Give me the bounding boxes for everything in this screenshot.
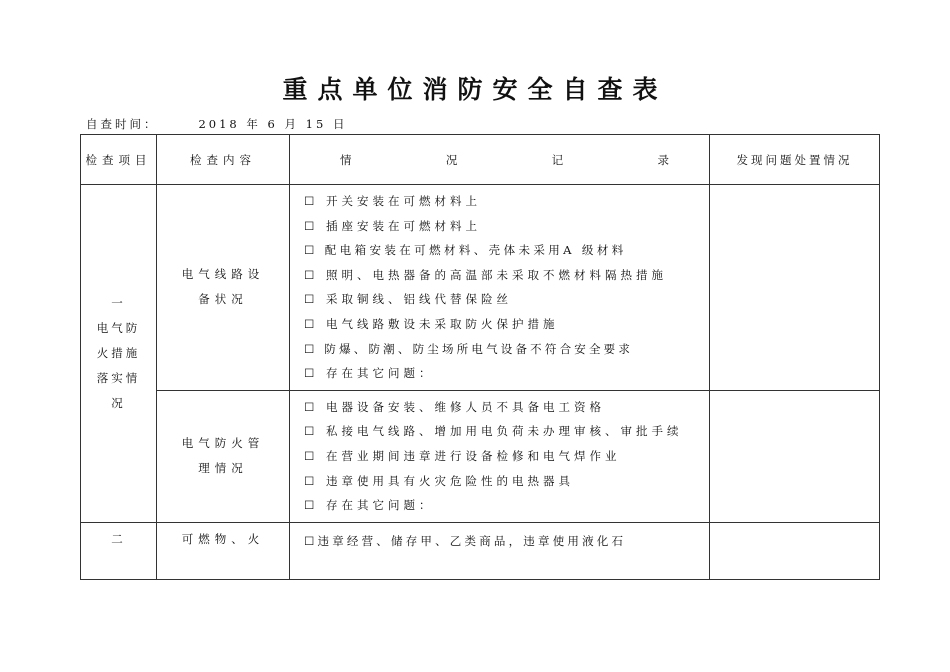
date-month-unit: 月 [284,117,300,131]
record-char: 录 [657,152,669,167]
section1-name-line: 况 [111,395,126,410]
subitem-line: 电气防火管 [181,436,265,451]
handling-cell-1[interactable] [710,185,880,391]
checklist-item[interactable]: ☐ 违章使用具有火灾危险性的电热器具 [304,473,574,488]
subitem-line: 电气线路设 [181,267,265,282]
header-item-text: 检查项目 [85,152,152,167]
header-handling: 发现问题处置情况 [710,135,880,185]
checklist-item[interactable]: ☐ 存在其它问题： [304,366,435,381]
checklist-item[interactable]: ☐ 私接电气线路、增加用电负荷未办理审核、审批手续 [304,424,683,439]
handling-cell-3[interactable] [710,522,880,579]
section2-row [81,522,880,579]
record-list-2 [290,390,710,522]
record-char: 情 [340,152,352,167]
section1-row-a [81,185,880,391]
section1-category [81,185,157,523]
record-list-3 [290,522,710,579]
header-item [81,135,157,185]
section1-name-line: 电气防 [96,320,141,335]
date-label: 自查时间： [86,117,159,131]
section1-name-line: 火措施 [96,345,141,360]
header-row [81,135,880,185]
record-char: 记 [551,152,564,167]
checklist-item[interactable]: ☐违章经营、储存甲、乙类商品，违章使用液化石 [304,533,627,548]
record-char: 况 [445,152,458,167]
header-record [290,135,710,185]
subitem-line: 备状况 [198,292,248,307]
checklist-item[interactable]: ☐ 配电箱安装在可燃材料、壳体未采用A 级材料 [304,243,627,258]
checklist-item[interactable]: ☐ 防爆、防潮、防尘场所电气设备不符合安全要求 [304,341,634,356]
header-content: 检查内容 [157,135,290,185]
date-year: 2018 [198,117,240,131]
handling-cell-2[interactable] [710,390,880,522]
section1-row-b [81,390,880,522]
checklist-item[interactable]: ☐ 电气线路敷设未采取防火保护措施 [304,316,559,331]
checklist-item[interactable]: ☐ 采取铜线、铝线代替保险丝 [304,292,512,307]
section1-number: 一 [111,295,126,310]
checklist-item[interactable]: ☐ 开关安装在可燃材料上 [304,194,481,208]
checklist-item[interactable]: ☐ 电器设备安装、维修人员不具备电工资格 [304,399,605,414]
subitem-fire-management [157,390,290,522]
date-year-unit: 年 [246,117,261,131]
checklist-item[interactable]: ☐ 照明、电热器备的高温部未采取不燃材料隔热措施 [304,267,667,282]
date-day-unit: 日 [332,117,348,131]
checklist-item[interactable]: ☐ 存在其它问题： [304,498,435,513]
section1-name-line: 落实情 [96,370,141,385]
record-list-1 [290,185,710,391]
checklist-item[interactable]: ☐ 在营业期间违章进行设备检修和电气焊作业 [304,448,621,463]
inspection-table [80,134,880,580]
page-title: 重点单位消防安全自查表 [282,75,668,104]
subitem-line: 理情况 [198,461,248,476]
date-month: 6 [267,117,278,131]
checklist-item[interactable]: ☐ 插座安装在可燃材料上 [304,218,481,233]
subitem-combustibles: 可燃物、火 [157,522,290,579]
subitem-electrical-wiring [157,185,290,391]
date-day: 15 [305,117,327,131]
check-date [86,116,347,132]
section2-number: 二 [81,522,157,579]
